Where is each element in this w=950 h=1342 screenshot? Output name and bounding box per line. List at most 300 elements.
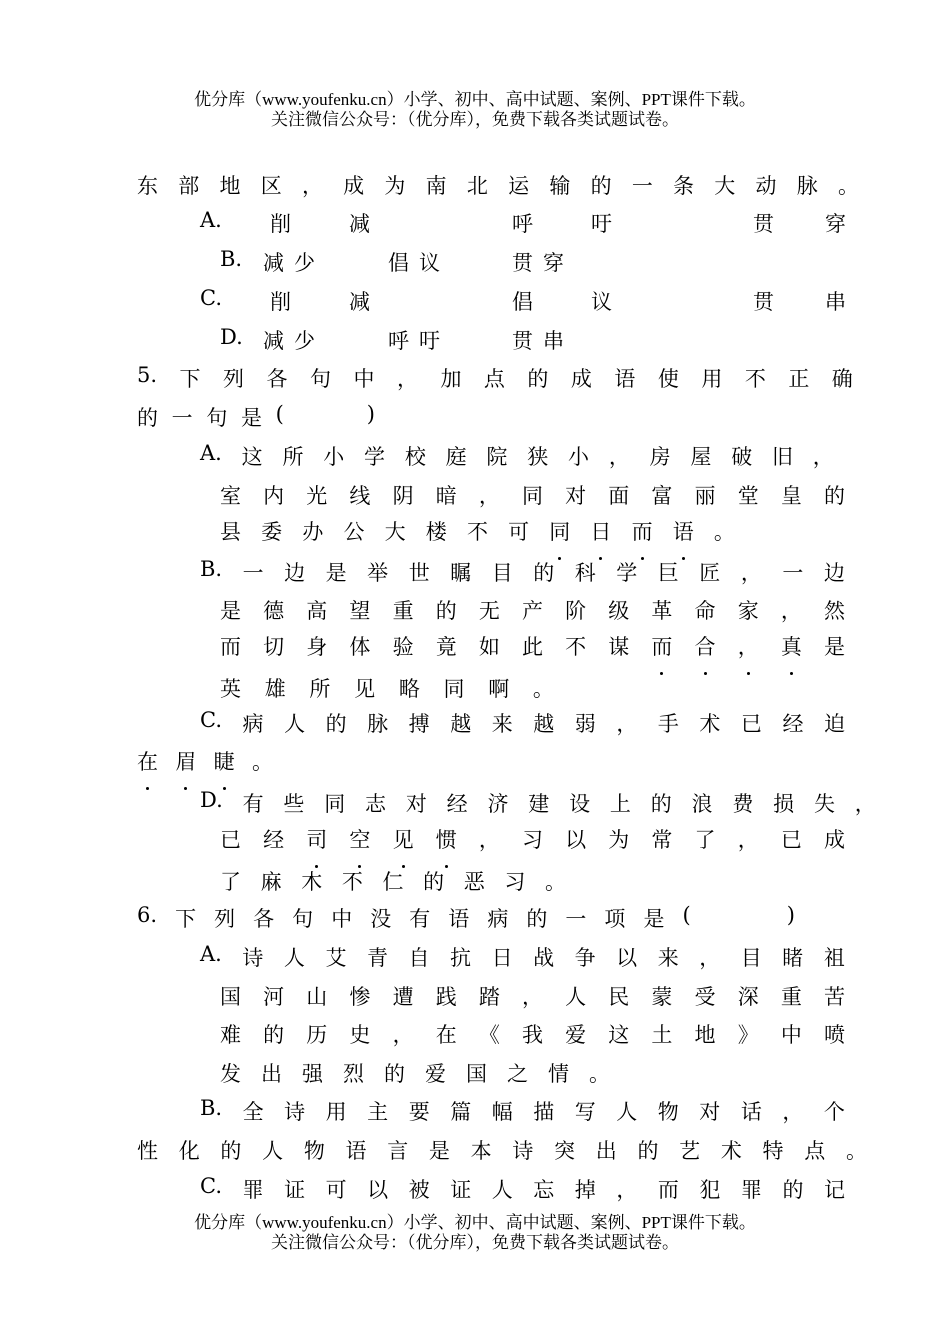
- char: ，: [521, 985, 543, 1009]
- char: 抗: [450, 946, 472, 970]
- char: 为: [384, 174, 406, 198]
- char: 描: [533, 1100, 555, 1124]
- char: 房: [649, 445, 671, 469]
- q4-c-word1: 削减: [270, 290, 428, 314]
- char: 争: [574, 946, 596, 970]
- char: 青: [366, 946, 388, 970]
- q5-b-line-4: [220, 673, 554, 703]
- char: 恶: [463, 870, 485, 894]
- char: 祖: [823, 946, 845, 970]
- char: 这: [241, 445, 263, 469]
- q5-stem-line-1: [137, 363, 853, 393]
- char: 搏: [408, 712, 430, 736]
- char: 受: [694, 985, 716, 1009]
- char: 全: [242, 1100, 264, 1124]
- char: ，: [854, 792, 876, 816]
- char: 情: [548, 1062, 569, 1086]
- char: A.: [200, 441, 222, 465]
- char: 烈: [343, 1062, 364, 1086]
- char: 切: [263, 635, 285, 659]
- q5-a-line-3: [220, 516, 735, 546]
- page-footer: [0, 1213, 950, 1253]
- char: 一: [171, 406, 193, 430]
- char: 革: [651, 599, 673, 623]
- char: 。: [845, 1139, 867, 1163]
- q6-a-line-3: [220, 1019, 845, 1049]
- char: ，: [478, 484, 500, 508]
- char: 用: [325, 1100, 347, 1124]
- char: 主: [367, 1100, 389, 1124]
- char: [709, 903, 730, 933]
- char: 人: [283, 946, 305, 970]
- char: 对: [405, 792, 427, 816]
- char: 成: [343, 174, 365, 198]
- header-line-2: 关注微信公众号：（优分库），免费下载各类试题试卷。: [271, 110, 679, 129]
- char: 列: [223, 367, 245, 391]
- char: 庭: [445, 445, 467, 469]
- char: 小: [568, 445, 590, 469]
- char: 来: [491, 712, 513, 736]
- char: 运: [508, 174, 530, 198]
- char: 目: [491, 561, 513, 585]
- char: 南: [425, 174, 447, 198]
- char: 忘: [533, 1178, 555, 1202]
- char: ，: [699, 946, 721, 970]
- char: 加: [440, 367, 462, 391]
- q4-c-label: C.: [200, 286, 222, 310]
- char: 有: [242, 792, 264, 816]
- char: 的: [782, 1178, 804, 1202]
- char: 强: [302, 1062, 323, 1086]
- char: 失: [813, 792, 835, 816]
- char: 屋: [690, 445, 712, 469]
- char: 边: [823, 561, 845, 585]
- char: 所: [309, 677, 331, 701]
- char: 确: [831, 367, 853, 391]
- char: 睫: [214, 746, 235, 776]
- footer-line-1: 优分库（www.youfenku.cn）小学、初中、高中试题、案例、PPT课件下载。: [194, 1213, 756, 1232]
- char: 的: [527, 367, 549, 391]
- q6-c-line-1: [200, 1174, 845, 1204]
- q4-b-word1: 减少: [263, 251, 325, 275]
- char: 出: [595, 1139, 617, 1163]
- char: 下: [175, 907, 197, 931]
- char: 线: [349, 484, 371, 508]
- char: 记: [823, 1178, 845, 1202]
- char: 语: [345, 1139, 367, 1163]
- q5-stem-line-2: [137, 402, 375, 432]
- char: 级: [608, 599, 630, 623]
- char: 对: [565, 484, 587, 508]
- char: 已: [220, 828, 241, 852]
- char: 的: [384, 1062, 405, 1086]
- char: 志: [365, 792, 387, 816]
- char: 旧: [772, 445, 793, 469]
- char: 被: [408, 1178, 430, 1202]
- char: 可: [325, 1178, 347, 1202]
- char: 同: [443, 677, 465, 701]
- char: 病: [487, 907, 509, 931]
- char: 睹: [782, 946, 804, 970]
- char: 史: [349, 1023, 371, 1047]
- char: [748, 903, 769, 933]
- char: 正: [788, 367, 810, 391]
- char: 木: [301, 870, 323, 894]
- char: 的: [137, 406, 158, 430]
- char: 惯: [436, 824, 457, 854]
- char: 经: [446, 792, 468, 816]
- char: 。: [713, 520, 735, 544]
- char: 惨: [349, 985, 371, 1009]
- q4-option-c: [200, 286, 897, 316]
- char: 富: [651, 484, 673, 508]
- char: 的: [263, 1023, 285, 1047]
- char: 以: [367, 1178, 389, 1202]
- q5-c-line-2: [137, 746, 273, 776]
- char: 堂: [737, 484, 759, 508]
- char: 物: [303, 1139, 325, 1163]
- char: ，: [738, 631, 759, 661]
- char: 写: [574, 1100, 596, 1124]
- char: 为: [608, 828, 630, 852]
- char: 国: [220, 985, 241, 1009]
- q4-a-label: A.: [200, 208, 222, 232]
- char: 校: [404, 445, 426, 469]
- char: 地: [694, 1023, 716, 1047]
- char: 点: [483, 367, 505, 391]
- char: 人: [616, 1100, 638, 1124]
- q4-b-word2: 倡议: [388, 251, 450, 275]
- char: 是: [240, 406, 262, 430]
- char: [332, 402, 353, 432]
- char: 物: [657, 1100, 679, 1124]
- char: 产: [521, 599, 543, 623]
- char: 日: [590, 516, 611, 546]
- char: 突: [554, 1139, 576, 1163]
- char: 的: [325, 712, 347, 736]
- char: 爱: [425, 1062, 446, 1086]
- char: 而: [651, 631, 672, 661]
- char: 脉: [796, 174, 818, 198]
- char: 性: [137, 1139, 158, 1163]
- char: 仁: [382, 870, 404, 894]
- q4-d-word2: 呼吁: [388, 329, 450, 353]
- char: 成: [570, 367, 592, 391]
- char: ，: [392, 1023, 414, 1047]
- char: 弱: [574, 712, 596, 736]
- char: 东: [137, 174, 158, 198]
- char: 本: [470, 1139, 492, 1163]
- q6-stem: [137, 903, 795, 933]
- char: 费: [732, 792, 754, 816]
- char: 见: [393, 824, 414, 854]
- q4-d-label: D.: [220, 325, 243, 349]
- char: 县: [220, 520, 241, 544]
- char: 同: [324, 792, 346, 816]
- char: 已: [780, 828, 802, 852]
- char: ，: [301, 174, 323, 198]
- char: 河: [263, 985, 285, 1009]
- char: ，: [737, 828, 759, 852]
- char: 世: [408, 561, 430, 585]
- char: 举: [367, 561, 389, 585]
- q5-a-line-2: [220, 480, 845, 510]
- footer-line-2: 关注微信公众号：（优分库），免费下载各类试题试卷。: [271, 1233, 679, 1252]
- char: 践: [435, 985, 457, 1009]
- char: 句: [292, 907, 314, 931]
- char: B.: [200, 1096, 223, 1120]
- char: ): [366, 402, 375, 426]
- char: 狭: [527, 445, 549, 469]
- char: 犯: [699, 1178, 721, 1202]
- char: 句: [206, 406, 228, 430]
- char: 的: [637, 1139, 659, 1163]
- char: B.: [200, 557, 223, 581]
- char: 来: [657, 946, 679, 970]
- char: 公: [343, 520, 365, 544]
- char: 望: [349, 599, 371, 623]
- char: 的: [423, 870, 445, 894]
- char: 条: [673, 174, 695, 198]
- char: 语: [614, 367, 636, 391]
- char: [297, 402, 318, 432]
- char: 喷: [823, 1023, 845, 1047]
- char: 不: [341, 870, 363, 894]
- char: 列: [214, 907, 236, 931]
- char: 而: [657, 1178, 679, 1202]
- q4-b-word3: 贯穿: [512, 251, 574, 275]
- char: 同: [521, 484, 543, 508]
- char: 一: [782, 561, 804, 585]
- q4-c-word3: 贯串: [753, 290, 897, 314]
- char: 5.: [137, 363, 158, 387]
- char: 有: [409, 907, 431, 931]
- char: 是: [325, 561, 347, 585]
- q5-c-line-1: [200, 708, 845, 738]
- char: ，: [812, 445, 834, 469]
- char: 个: [823, 1100, 845, 1124]
- char: 经: [263, 828, 285, 852]
- char: 越: [450, 712, 472, 736]
- char: 战: [533, 946, 555, 970]
- char: 德: [263, 599, 285, 623]
- char: 匠: [699, 561, 721, 585]
- char: 楼: [425, 520, 447, 544]
- char: 建: [528, 792, 550, 816]
- char: 真: [781, 631, 802, 661]
- char: 输: [549, 174, 571, 198]
- char: 。: [545, 870, 566, 894]
- char: 雄: [264, 677, 286, 701]
- char: 对: [699, 1100, 721, 1124]
- char: 损: [773, 792, 795, 816]
- char: 《: [478, 1023, 500, 1047]
- char: 麻: [260, 870, 282, 894]
- char: 人: [491, 1178, 513, 1202]
- char: 空: [349, 824, 370, 854]
- q4-b-label: B.: [220, 247, 243, 271]
- char: 人: [284, 712, 306, 736]
- char: 人: [262, 1139, 284, 1163]
- char: 破: [731, 445, 753, 469]
- char: 术: [699, 712, 721, 736]
- char: 科: [574, 561, 596, 585]
- char: 大: [714, 174, 736, 198]
- char: 济: [487, 792, 509, 816]
- char: 发: [220, 1062, 241, 1086]
- q5-d-line-3: [220, 866, 566, 896]
- char: 而: [220, 635, 241, 659]
- char: 阴: [392, 484, 414, 508]
- char: 所: [282, 445, 304, 469]
- char: 阶: [565, 599, 587, 623]
- char: 人: [565, 985, 587, 1009]
- char: 土: [651, 1023, 673, 1047]
- char: 以: [616, 946, 638, 970]
- char: 学: [364, 445, 386, 469]
- char: ，: [478, 828, 500, 852]
- char: 北: [466, 174, 488, 198]
- char: 历: [306, 1023, 328, 1047]
- char: 了: [220, 870, 241, 894]
- char: 面: [608, 484, 630, 508]
- char: 巨: [657, 561, 679, 585]
- char: 部: [178, 174, 200, 198]
- char: 诗: [242, 946, 264, 970]
- char: ，: [740, 561, 762, 585]
- char: 山: [306, 985, 328, 1009]
- char: 出: [261, 1062, 282, 1086]
- char: C.: [200, 708, 222, 732]
- char: 丽: [694, 484, 716, 508]
- char: 苦: [823, 985, 845, 1009]
- char: 脉: [367, 712, 389, 736]
- page-header: [0, 90, 950, 130]
- char: 中: [331, 907, 353, 931]
- char: 一: [242, 561, 264, 585]
- char: 室: [220, 484, 241, 508]
- q6-b-line-2: [137, 1135, 867, 1165]
- char: 竟: [435, 635, 457, 659]
- char: 了: [694, 828, 716, 852]
- char: 使: [657, 367, 679, 391]
- char: 这: [608, 1023, 630, 1047]
- char: 罪: [740, 1178, 762, 1202]
- char: 要: [408, 1100, 430, 1124]
- char: 的: [220, 1139, 242, 1163]
- q4-option-d: [220, 325, 620, 355]
- char: 不: [466, 520, 488, 544]
- char: 6.: [137, 903, 158, 927]
- char: 习: [521, 828, 543, 852]
- char: 篇: [450, 1100, 472, 1124]
- char: 掉: [574, 1178, 596, 1202]
- char: 的: [650, 792, 672, 816]
- q4-a-word2: 呼吁: [512, 212, 670, 236]
- char: 上: [609, 792, 631, 816]
- q5-d-line-2: [220, 824, 845, 854]
- q4-a-word1: 削减: [270, 212, 428, 236]
- char: 经: [782, 712, 804, 736]
- char: 是: [428, 1139, 450, 1163]
- char: 证: [284, 1178, 306, 1202]
- char: 的: [435, 599, 457, 623]
- q5-d-line-1: [200, 788, 876, 818]
- char: 艾: [325, 946, 347, 970]
- char: 浪: [691, 792, 713, 816]
- char: 可: [508, 520, 530, 544]
- q5-a-line-1: [200, 441, 834, 471]
- q4-c-word2: 倡议: [512, 290, 670, 314]
- char: 特: [762, 1139, 784, 1163]
- char: 是: [220, 599, 241, 623]
- char: 目: [740, 946, 762, 970]
- char: 无: [478, 599, 500, 623]
- char: ，: [608, 445, 630, 469]
- char: 光: [306, 484, 328, 508]
- char: A.: [200, 942, 222, 966]
- char: 。: [532, 677, 554, 701]
- char: D.: [200, 788, 223, 812]
- char: 句: [309, 367, 331, 391]
- char: 爱: [565, 1023, 587, 1047]
- char: 语: [673, 516, 694, 546]
- char: 没: [370, 907, 392, 931]
- char: 眉: [175, 746, 196, 776]
- q6-b-line-1: [200, 1096, 845, 1126]
- char: 些: [283, 792, 305, 816]
- char: 的: [526, 907, 548, 931]
- char: 见: [354, 677, 376, 701]
- char: 重: [392, 599, 414, 623]
- char: 动: [755, 174, 777, 198]
- char: 难: [220, 1023, 241, 1047]
- char: 下: [179, 367, 201, 391]
- char: 命: [694, 599, 716, 623]
- char: 中: [353, 367, 375, 391]
- q6-a-line-2: [220, 981, 845, 1011]
- char: 中: [780, 1023, 802, 1047]
- char: 高: [306, 599, 328, 623]
- char: 略: [398, 677, 420, 701]
- char: 合: [695, 631, 716, 661]
- char: 然: [823, 599, 845, 623]
- char: 啊: [488, 677, 510, 701]
- char: 自: [408, 946, 430, 970]
- char: 成: [823, 828, 845, 852]
- char: 司: [306, 824, 327, 854]
- char: 》: [737, 1023, 759, 1047]
- char: 术: [720, 1139, 742, 1163]
- char: 设: [569, 792, 591, 816]
- q5-b-line-2: [220, 595, 845, 625]
- char: 院: [486, 445, 508, 469]
- char: 习: [504, 870, 526, 894]
- char: 国: [466, 1062, 487, 1086]
- char: 越: [533, 712, 555, 736]
- char: ，: [782, 1100, 804, 1124]
- char: 点: [804, 1139, 826, 1163]
- char: 是: [823, 635, 845, 659]
- char: 日: [491, 946, 513, 970]
- char: 各: [266, 367, 288, 391]
- char: 言: [387, 1139, 409, 1163]
- char: 英: [220, 677, 241, 701]
- char: 身: [306, 635, 328, 659]
- char: 瞩: [450, 561, 472, 585]
- char: 遭: [392, 985, 414, 1009]
- q4-d-word1: 减少: [263, 329, 325, 353]
